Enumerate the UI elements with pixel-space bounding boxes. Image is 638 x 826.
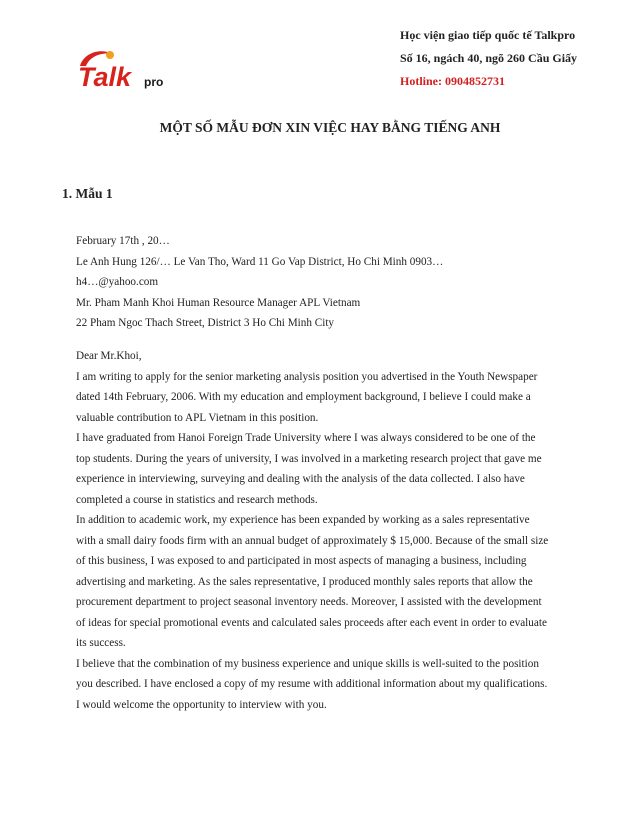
letter-body bbox=[76, 346, 548, 715]
address-line: February 17th , 20… bbox=[76, 235, 170, 247]
logo-dot bbox=[106, 51, 114, 59]
letter-line: with a small dairy foods firm with an annual budget of approximately $ 15,000. Because of the small size bbox=[76, 534, 549, 547]
logo-suffix: pro bbox=[144, 75, 164, 89]
hotline: Hotline: 0904852731 bbox=[400, 74, 505, 88]
letter-line: Dear Mr.Khoi, bbox=[76, 350, 142, 362]
org-name: Học viện giao tiếp quốc tế Talkpro bbox=[400, 28, 576, 42]
letter-line: dated 14th February, 2006. With my education and employment background, I believe I could make a bbox=[76, 391, 531, 403]
page-title: MỘT SỐ MẪU ĐƠN XIN VIỆC HAY BẰNG TIẾNG ANH bbox=[159, 120, 501, 135]
letter-line: I am writing to apply for the senior marketing analysis position you advertised in the Youth Newspaper bbox=[76, 370, 538, 383]
letter-line: completed a course in statistics and research methods. bbox=[76, 493, 318, 506]
letter-line: In addition to academic work, my experience has been expanded by working as a sales representative bbox=[76, 514, 530, 526]
letter-line: I have graduated from Hanoi Foreign Trade University where I was always considered to be one of the bbox=[76, 432, 536, 444]
address-block bbox=[76, 231, 443, 334]
letter-line: valuable contribution to APL Vietnam in this position. bbox=[76, 411, 319, 424]
letter-line: you described. I have enclosed a copy of my resume with additional information about my qualifications. bbox=[76, 678, 548, 690]
letter-line: I believe that the combination of my business experience and unique skills is well-suited to the position bbox=[76, 657, 539, 670]
address-line: Mr. Pham Manh Khoi Human Resource Manager APL Vietnam bbox=[76, 296, 361, 309]
header-info bbox=[400, 24, 577, 93]
letter-line: of this business, I was exposed to and participated in most aspects of managing a business, including bbox=[76, 555, 527, 567]
address-line: h4…@yahoo.com bbox=[76, 276, 159, 288]
letter-line: of ideas for special promotional events and calculated sales proceeds after each event in order to evaluate bbox=[76, 616, 547, 629]
logo-word: Talk bbox=[78, 62, 132, 92]
address-line: Le Anh Hung 126/… Le Van Tho, Ward 11 Go Vap District, Ho Chi Minh 0903… bbox=[76, 255, 444, 268]
letter-line: I would welcome the opportunity to interview with you. bbox=[76, 698, 327, 711]
letter-line: experience in interviewing, surveying and dealing with the analysis of the data collected. I also have bbox=[76, 473, 525, 485]
letter-line: its success. bbox=[76, 637, 126, 649]
section-heading: 1. Mẫu 1 bbox=[62, 186, 113, 201]
letter-line: top students. During the years of university, I was involved in a marketing research project that gave me bbox=[76, 452, 542, 465]
org-address: Số 16, ngách 40, ngõ 260 Cầu Giấy bbox=[400, 51, 578, 65]
talkpro-logo bbox=[72, 46, 182, 96]
letter-line: procurement department to project seasonal inventory needs. Moreover, I assisted with the development bbox=[76, 596, 542, 608]
letter-line: advertising and marketing. As the sales representative, I produced monthly sales reports that allow the bbox=[76, 575, 533, 588]
address-line: 22 Pham Ngoc Thach Street, District 3 Ho Chi Minh City bbox=[76, 317, 335, 329]
